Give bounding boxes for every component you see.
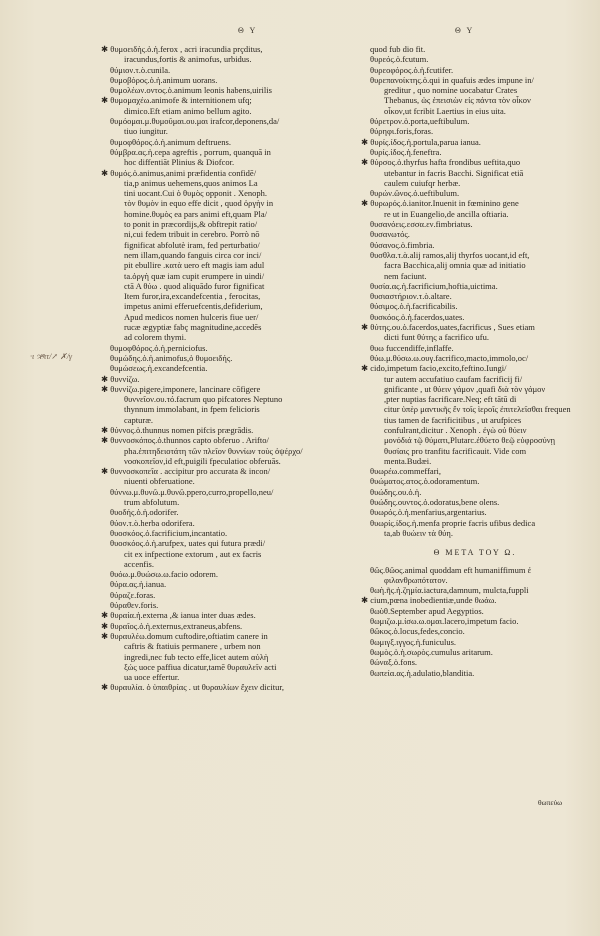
entry-text: μονόδιά τῷ θύματι,Plutarc.ἐθύετο θεῷ εὐφροσύνῃ: [384, 435, 556, 446]
entry-text: θυμοφθόρος.ὁ.ἡ.animum deftruens.: [110, 136, 231, 147]
dictionary-line: [110, 528, 348, 538]
dictionary-line: [370, 106, 580, 116]
entry-text: θύμβρα.ας.ἡ.cepa agreftis , porrum, quanquā in: [110, 146, 271, 157]
entry-text: ,pter nuptias facrificare.Neq; eft tātū di: [384, 394, 517, 405]
entry-text: θυραία.ἡ.externa ,& ianua inter duas ædes.: [110, 610, 256, 621]
dictionary-line: [370, 85, 580, 95]
dictionary-line: [370, 384, 580, 394]
entry-text: θυσίαις pro tranfitu facrificauit. Vide com: [384, 445, 527, 456]
entry-text: caulem cuiufqr herbæ.: [384, 177, 461, 188]
entry-text: θυω fuccendiffe,inflaffe.: [370, 342, 454, 353]
dictionary-line: [370, 585, 580, 595]
dictionary-line: [370, 95, 580, 105]
asterisk-mark: ✱: [101, 610, 111, 621]
dictionary-line: [110, 250, 348, 260]
dictionary-line: [110, 281, 348, 291]
asterisk-mark: ✱: [361, 198, 371, 209]
dictionary-line: [370, 353, 580, 363]
entry-text: cium,pœna inobedientiæ,unde θωάω.: [370, 595, 497, 606]
entry-text: utebantur in facris Bacchi. Significat etiā: [384, 167, 524, 178]
entry-text: θύσιμος.ὁ.ἡ.facrificabilis.: [370, 301, 458, 312]
entry-text: θύρετρον.ὁ.porta,ueftibulum.: [370, 116, 470, 127]
entry-text: tur autem accufatiuo caufam facrificij fi/: [384, 373, 523, 384]
asterisk-mark: ✱: [361, 136, 371, 147]
dictionary-line: [110, 507, 348, 517]
dictionary-line: [110, 178, 348, 188]
entry-text: homine.θυμὸς ea pars animi eft,quam Pla/: [124, 208, 267, 219]
dictionary-line: [370, 281, 580, 291]
dictionary-line: [110, 569, 348, 579]
dictionary-line: [110, 394, 348, 404]
margin-annotation: ·ι ઋιτ/↗ ✗/γ: [30, 352, 73, 361]
dictionary-line: [370, 126, 580, 136]
dictionary-line: [110, 137, 348, 147]
entry-text: θυννοσκοπεῖα . accipitur pro accurata & incon/: [110, 466, 271, 477]
entry-text: θυώματος.ατος.ὁ.odoramentum.: [370, 476, 480, 487]
entry-text: fignificat abfolutè iram, fed perturbatio/: [124, 239, 260, 250]
entry-text: θυρεπανοίκτης.ὁ.qui in quafuis ædes impune in/: [370, 74, 534, 85]
entry-text: ta.ὀργὴ quæ iam cupit erumpere in uindi/: [124, 270, 265, 281]
asterisk-mark: ✱: [101, 466, 111, 477]
dictionary-line: [110, 641, 348, 651]
dictionary-line: [370, 415, 580, 425]
entry-text: facra Bacchica,alij omnia quæ ad initiatio: [384, 260, 526, 271]
entry-text: thynnum immolabant, in fpem felicioris: [124, 404, 260, 415]
entry-text: θυννίζω.pigere,imponere, lancinare cōfigere: [110, 383, 261, 394]
entry-text: tini uocant.Cui ὁ θυμὸς opponit . Xenoph.: [124, 188, 267, 199]
entry-text: quod fub dio fit.: [370, 44, 426, 54]
asterisk-mark: ✱: [361, 595, 371, 606]
entry-text: rucæ ægyptiæ fabç magnitudine,accedēs: [124, 322, 262, 333]
dictionary-line: [110, 404, 348, 414]
entry-text: θυοσκόος.ὁ.facrificium,incantatio.: [110, 527, 228, 538]
entry-text: ξώς uoce paffiua dicatur,tamē θυραυλεῖν acti: [124, 661, 277, 672]
entry-text: θυραυλία. ὁ ὑπαιθρίας . ut θυραυλίων ἔχειν dicitur,: [110, 682, 284, 693]
dictionary-line: [110, 497, 348, 507]
entry-text: dicti funt θύτης a facrifico ufu.: [384, 332, 489, 343]
dictionary-line: [370, 647, 580, 657]
dictionary-line: [361, 595, 580, 606]
right-column-entries-omega: [361, 564, 580, 678]
entry-text: θυρών.ῶνος.ὁ.ueftibulum.: [370, 188, 460, 199]
entry-text: θυμολέων.οντος.ὁ.animum leonis habens,uirilis: [110, 85, 272, 96]
dictionary-line: [110, 209, 348, 219]
dictionary-line: [370, 44, 580, 54]
entry-text: hoc diffentiāt Plinius & Diofcor.: [124, 157, 235, 168]
dictionary-line: [370, 616, 580, 626]
entry-text: θῶκος.ὁ.locus,fedes,concio.: [370, 626, 465, 637]
dictionary-line: [101, 95, 348, 106]
dictionary-line: [370, 229, 580, 239]
entry-text: tia,p animus uehemens,quos animos La: [124, 177, 258, 188]
entry-text: ingredi,nec fub tecto effe,licet autem αὐλὴ: [124, 651, 269, 662]
dictionary-line: [101, 620, 348, 631]
entry-text: greditur , quo nomine uocabatur Crates: [384, 85, 518, 96]
entry-text: θύω.μ.θύσω.ω.ουγ.facrifico,macto,immolo,oc/: [370, 352, 529, 363]
dictionary-line: [370, 178, 580, 188]
entry-text: pha.ἐπιτηδειοτάτη τῶν πλεῖον θυννίων τοὺς ὀψέρχο/: [124, 445, 303, 456]
entry-text: Thebanus, ὡς ἐπεισιὼν εἰς πάντα τὸν οἶκον: [384, 95, 531, 106]
dictionary-line: [101, 383, 348, 394]
right-column-entries: [361, 44, 580, 538]
dictionary-line: [370, 507, 580, 517]
entry-text: θυόω.μ.θυώσω.ω.facio odorem.: [110, 569, 219, 580]
entry-text: θύραζε.foras.: [110, 589, 156, 600]
entry-text: θυοσκόος.ὁ.ἡ.arufpex, uates qui futura prædi/: [110, 538, 266, 549]
entry-text: accenfis.: [124, 558, 154, 569]
left-column-signature: Θ Υ: [238, 26, 258, 35]
dictionary-line: [361, 198, 580, 209]
dictionary-line: [370, 575, 580, 585]
dictionary-line: [370, 425, 580, 435]
dictionary-line: [110, 487, 348, 497]
entry-text: θύμιον.τ.ὸ.cunila.: [110, 64, 171, 75]
dictionary-line: [110, 322, 348, 332]
dictionary-line: [101, 630, 348, 641]
entry-text: θωὺθ.September apud Aegyptios.: [370, 605, 484, 616]
dictionary-line: [370, 343, 580, 353]
dictionary-line: [370, 435, 580, 445]
dictionary-line: [370, 374, 580, 384]
dictionary-line: [361, 136, 580, 147]
entry-text: θωπεία.ας.ἡ.adulatio,blanditia.: [370, 667, 475, 678]
right-column: [361, 44, 580, 678]
dictionary-line: [110, 219, 348, 229]
dictionary-line: [370, 394, 580, 404]
dictionary-line: [101, 435, 348, 446]
entry-text: θυωρίς.ίδος.ἡ.menfa proprie facris ufibus dedica: [370, 517, 536, 528]
dictionary-line: [370, 476, 580, 486]
asterisk-mark: ✱: [101, 435, 111, 446]
dictionary-line: [110, 662, 348, 672]
entry-text: θυμοφθόρος.ὁ.ἡ.perniciofus.: [110, 342, 208, 353]
dictionary-line: [110, 75, 348, 85]
entry-text: ctā A θύω . quod aliquādo furor fignificat: [124, 280, 265, 291]
dictionary-line: [370, 497, 580, 507]
entry-text: θυσία.ας.ἡ.facrificium,hoftia,uictima.: [370, 280, 498, 291]
dictionary-line: [370, 565, 580, 575]
dictionary-line: [110, 291, 348, 301]
entry-text: nem illam,quando fanguis circa cor inci/: [124, 249, 262, 260]
dictionary-line: [361, 157, 580, 168]
entry-text: ad colorem thymi.: [124, 332, 187, 343]
dictionary-line: [101, 682, 348, 693]
dictionary-line: [110, 456, 348, 466]
dictionary-line: [110, 188, 348, 198]
entry-text: νοσκοπεῖον,id eft,puigili fpeculatioc obferuās.: [124, 455, 281, 466]
dictionary-line: [370, 528, 580, 538]
entry-text: θωμιζω.μ.ίσω.ω.ομαι.lacero,impetum facio.: [370, 616, 519, 627]
entry-text: θωμὸς.ὁ.ἡ.σωρὸς.cumulus aritarum.: [370, 646, 493, 657]
entry-text: θυρεός.ὁ.fcutum.: [370, 54, 429, 65]
dictionary-line: [370, 219, 580, 229]
entry-text: θυραῖος.ὁ.ἡ.externus,extraneus,abfens.: [110, 620, 243, 631]
entry-text: θύρηφι.foris,foras.: [370, 126, 434, 137]
right-column-signature: Θ Υ: [455, 26, 475, 35]
entry-text: θυσανόεις.εσσα.εν.fimbriatus.: [370, 219, 473, 230]
dictionary-line: [110, 85, 348, 95]
dictionary-line: [370, 291, 580, 301]
entry-text: dimico.Eft etiam animo bellum agito.: [124, 105, 252, 116]
dictionary-line: [110, 312, 348, 322]
asterisk-mark: ✱: [101, 167, 111, 178]
entry-text: θυραυλέω.domum cuftodire,oftiatim canere in: [110, 630, 268, 641]
entry-text: capturæ.: [124, 414, 154, 425]
dictionary-line: [370, 147, 580, 157]
entry-text: tiuo iungitur.: [124, 126, 168, 137]
asterisk-mark: ✱: [361, 363, 371, 374]
dictionary-line: [110, 54, 348, 64]
dictionary-line: [110, 198, 348, 208]
entry-text: θύσανος.ὁ.fimbria.: [370, 239, 435, 250]
entry-text: confulrant,dicitur . Xenoph . ἐγὼ οὐ θύειν: [384, 424, 527, 435]
entry-text: caftris & ftatiuis permanere , urbem non: [124, 641, 261, 652]
entry-text: θύρα.ας.ἡ.ianua.: [110, 579, 167, 590]
entry-text: θύρσος.ὁ.thyrfus hafta frondibus ueftita,quo: [370, 157, 521, 168]
asterisk-mark: ✱: [101, 95, 111, 106]
dictionary-line: [370, 188, 580, 198]
entry-text: citur ὑπὲρ μαντικῆς ἔν τοῖς ἱεροῖς ἐπιτελεῖσθαι frequen: [384, 404, 571, 415]
entry-text: iracundus,fortis & animofus, urbidus.: [124, 54, 252, 65]
entry-text: οἶκον,ut fcribit Laertius in eius uita.: [384, 105, 506, 116]
entry-text: θυσκόος.ὁ.ἡ.facerdos,uates.: [370, 311, 465, 322]
entry-text: θυοδής.ὁ.ἡ.odorifer.: [110, 507, 179, 518]
entry-text: pit ebullire .κατὰ uero eft magis iam adul: [124, 260, 265, 271]
entry-text: θυρίς.ίδος.ἡ.feneftra.: [370, 146, 442, 157]
entry-text: trum abfolutum.: [124, 497, 180, 508]
entry-text: θυμώδης.ὁ.ἡ.animofus,ὁ θυμοειδής.: [110, 352, 233, 363]
entry-text: ni,cui fedem tribuit in cerebro. Porrò nō: [124, 229, 260, 240]
asterisk-mark: ✱: [361, 322, 371, 333]
dictionary-line: [370, 65, 580, 75]
asterisk-mark: ✱: [361, 157, 371, 168]
left-column: [101, 44, 348, 693]
dictionary-line: [370, 404, 580, 414]
dictionary-line: [370, 668, 580, 678]
entry-text: θυρίς.ίδος.ἡ.portula,parua ianua.: [370, 136, 481, 147]
section-heading: Θ ΜΕΤΑ ΤΟΥ Ω.: [433, 548, 517, 558]
entry-text: θυρωρός.ὁ.ianitor.Inuenit in fœminino gene: [370, 198, 519, 209]
dictionary-line: [370, 301, 580, 311]
entry-text: niuenti obferuatione.: [124, 476, 195, 487]
dictionary-line: [370, 209, 580, 219]
entry-text: θύον.τ.ὸ.herba odorifera.: [110, 517, 195, 528]
dictionary-line: [101, 610, 348, 621]
entry-text: ta,ab θυώειν τὰ θύη.: [384, 527, 453, 538]
dictionary-line: [370, 626, 580, 636]
entry-text: θυμός.ὁ.animus,animi præfidentia confidē/: [110, 167, 257, 178]
entry-text: θυώδης.ου.ὁ.ἡ.: [370, 486, 422, 497]
asterisk-mark: ✱: [101, 383, 111, 394]
entry-text: θυώδης.ουντος.ὁ.odoratus,bene olens.: [370, 497, 500, 508]
entry-text: to ponit in præcordijs,& obftrepit ratio/: [124, 219, 258, 230]
asterisk-mark: ✱: [101, 630, 111, 641]
dictionary-line: [361, 322, 580, 333]
entry-text: θυννίζω.: [110, 373, 140, 384]
dictionary-line: [110, 301, 348, 311]
entry-text: θυρεοφόρος.ὁ.ἡ.fcutifer.: [370, 64, 454, 75]
entry-text: θυμοειδὴς.ὁ.ἡ.ferox , acri iracundia prçditus,: [110, 44, 263, 54]
dictionary-line: [110, 343, 348, 353]
dictionary-line: [370, 312, 580, 322]
entry-text: θύραθεν.foris.: [110, 600, 159, 611]
dictionary-line: [110, 240, 348, 250]
dictionary-line: [110, 260, 348, 270]
asterisk-mark: ✱: [101, 620, 111, 631]
dictionary-line: [370, 637, 580, 647]
entry-text: θύννος.ὁ.thunnus nomen pifcis prægrādis.: [110, 424, 254, 435]
dictionary-line: [101, 466, 348, 477]
entry-text: tius tamen de facrificitibus , ut arufpices: [384, 414, 522, 425]
dictionary-line: [361, 363, 580, 374]
dictionary-line: [370, 456, 580, 466]
dictionary-line: [101, 424, 348, 435]
catchword: θωπεύω: [538, 798, 563, 807]
entry-text: φιλανθρωπότατον.: [384, 574, 448, 585]
dictionary-line: [370, 466, 580, 476]
entry-text: θώναξ.ὁ.fons.: [370, 657, 418, 668]
entry-text: θωμιγξ.ιγγος.ἡ.funiculus.: [370, 636, 457, 647]
entry-text: θύτης.ου.ὁ.facerdos,uates,facrificus , Sues etiam: [370, 322, 535, 333]
entry-text: re ut in Euangelio,de ancilla oftiaria.: [384, 208, 509, 219]
dictionary-line: [110, 652, 348, 662]
dictionary-line: [370, 260, 580, 270]
dictionary-line: [101, 44, 348, 54]
dictionary-line: [110, 157, 348, 167]
entry-text: θυσθλα.τ.ὰ.alij ramos,alij thyrfos uocant,id eft,: [370, 249, 530, 260]
dictionary-line: [110, 672, 348, 682]
dictionary-line: [110, 446, 348, 456]
dictionary-line: [370, 518, 580, 528]
dictionary-line: [110, 518, 348, 528]
asterisk-mark: ✱: [101, 424, 111, 435]
dictionary-line: [110, 538, 348, 548]
entry-text: cit ex infpectione extorum , aut ex facris: [124, 548, 262, 559]
dictionary-line: [370, 168, 580, 178]
entry-text: θυωρέω.commeffari,: [370, 466, 442, 477]
entry-text: θυμώσεως.ἡ.excandefcentia.: [110, 363, 208, 374]
dictionary-line: [370, 240, 580, 250]
dictionary-line: [110, 600, 348, 610]
dictionary-line: [110, 147, 348, 157]
dictionary-line: [110, 549, 348, 559]
dictionary-line: [110, 65, 348, 75]
asterisk-mark: ✱: [101, 682, 111, 693]
entry-text: θυμόομαι.μ.θυμοῦμαι.ου.μαι irafcor,deponens,da/: [110, 116, 280, 127]
dictionary-line: [110, 116, 348, 126]
dictionary-line: [110, 579, 348, 589]
dictionary-line: [370, 271, 580, 281]
dictionary-line: [110, 590, 348, 600]
dictionary-line: [370, 250, 580, 260]
entry-text: τὸν θυμὸν in equo effe dicit , quod ὀργὴν in: [124, 198, 274, 209]
entry-text: cido,impetum facio,excito,feftino.Iungi/: [370, 363, 507, 374]
entry-text: θυμομαχέω.animofe & internitionem ufq;: [110, 95, 252, 106]
dictionary-line: [370, 446, 580, 456]
dictionary-line: [110, 229, 348, 239]
asterisk-mark: ✱: [101, 44, 111, 54]
asterisk-mark: ✱: [101, 373, 111, 384]
dictionary-line: [370, 332, 580, 342]
entry-text: Apud medicos nomen hulceris fiue uer/: [124, 311, 259, 322]
dictionary-line: [110, 559, 348, 569]
entry-text: θῶς.θῶος.animal quoddam eft humaniffimum ἐ: [370, 564, 532, 575]
dictionary-line: [110, 271, 348, 281]
dictionary-line: [370, 606, 580, 616]
entry-text: impetus animi efferuefcentis,defiderium,: [124, 301, 263, 312]
dictionary-line: [370, 75, 580, 85]
entry-text: gnificante , ut θύειν γάμον ,quafi διὰ τὸν γάμον: [384, 383, 546, 394]
entry-text: θυννεῖον.ου.τό.facrum quo pifcatores Neptuno: [124, 394, 283, 405]
dictionary-line: [110, 332, 348, 342]
entry-text: nem faciunt.: [384, 270, 427, 281]
dictionary-line: [110, 363, 348, 373]
dictionary-line: [370, 116, 580, 126]
entry-text: Item furor,ira,excandefcentia , ferocitas,: [124, 291, 261, 302]
dictionary-line: [370, 487, 580, 497]
entry-text: θυννοσκόπος.ὁ.thunnos capto obferuo . Arifto/: [110, 435, 269, 446]
entry-text: θύννω.μ.θυνῶ.μ.θυνῶ.ppero,curro,propello,neu/: [110, 486, 274, 497]
dictionary-line: [101, 167, 348, 178]
dictionary-line: [370, 54, 580, 64]
dictionary-line: [110, 415, 348, 425]
entry-text: ua uoce effertur.: [124, 672, 180, 683]
entry-text: θυσιαστήριον.τ.ὸ.altare.: [370, 291, 452, 302]
entry-text: θυσανωτός.: [370, 229, 410, 240]
dictionary-line: [110, 476, 348, 486]
entry-text: θωὴ.ῆς.ἡ.ζημία.iactura,damnum, mulcta,fuppli: [370, 585, 529, 596]
entry-text: menta.Budæi.: [384, 455, 432, 466]
dictionary-line: [110, 126, 348, 136]
dictionary-line: [110, 353, 348, 363]
dictionary-line: [110, 106, 348, 116]
entry-text: θυωρός.ὁ.ἡ.menfarius,argentarius.: [370, 507, 487, 518]
entry-text: θυμοβόρος.ὁ.ἡ.animum uorans.: [110, 74, 218, 85]
dictionary-line: [101, 373, 348, 384]
dictionary-line: [370, 657, 580, 667]
